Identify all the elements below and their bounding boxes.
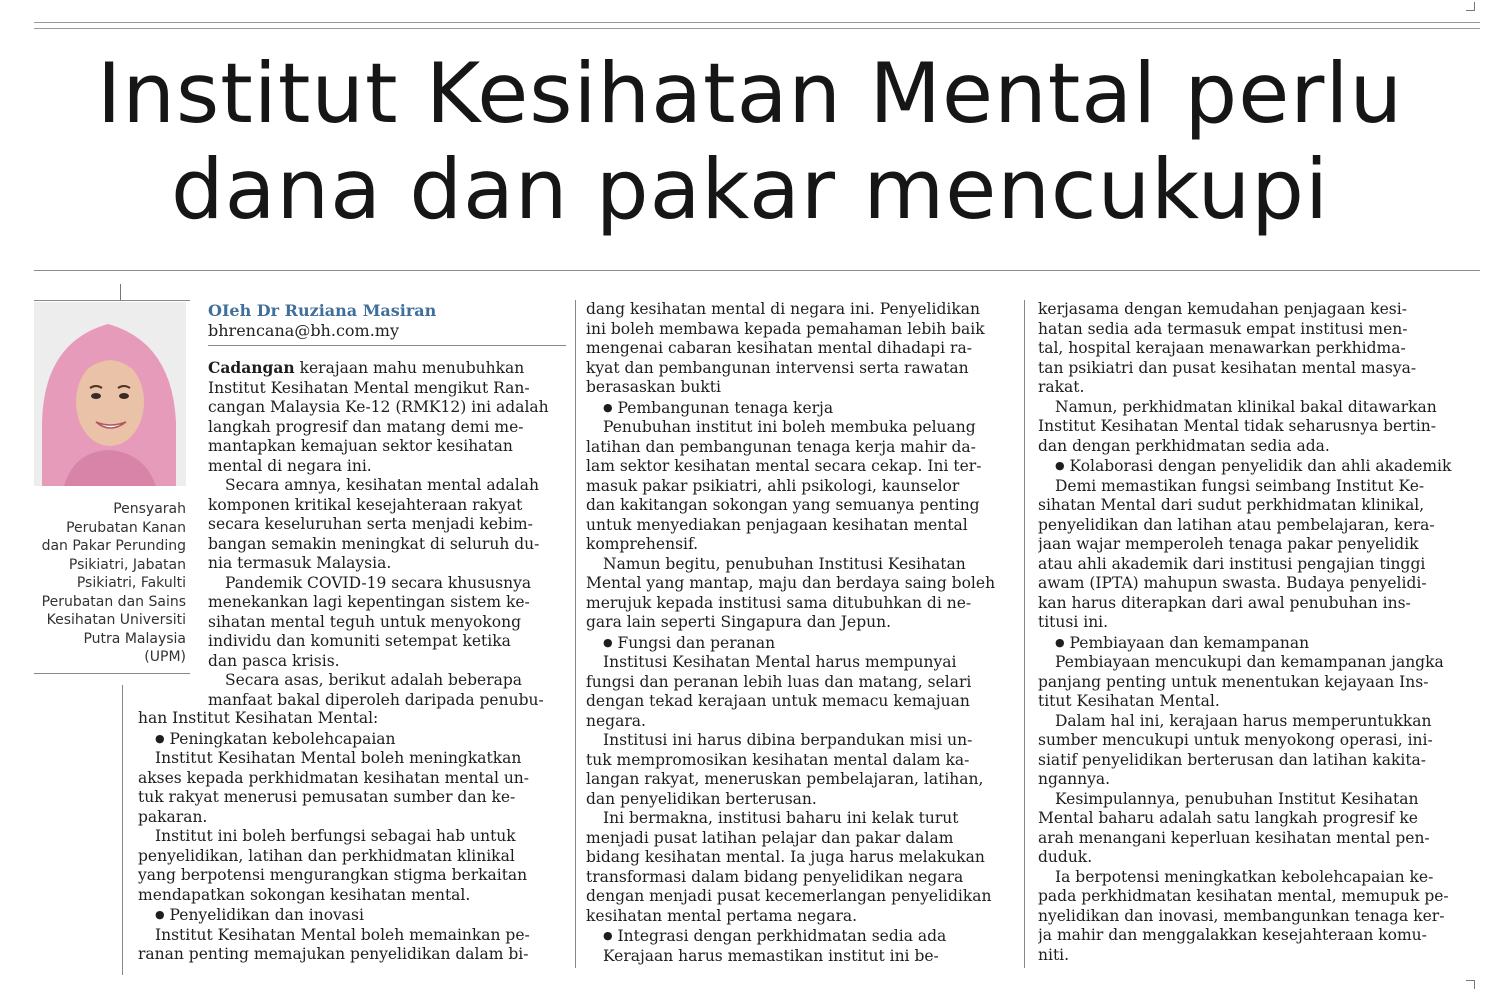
text-line: kyat dan pembangunan intervensi serta rawatan xyxy=(586,358,969,377)
subheading-text: Integrasi dengan perkhidmatan sedia ada xyxy=(617,927,947,945)
text-line: cangan Malaysia Ke-12 (RMK12) ini adalah xyxy=(208,398,549,416)
text-line: sumber mencukupi untuk menyokong operasi, ini- xyxy=(1038,731,1433,749)
headline-line-1: Institut Kesihatan Mental perlu xyxy=(96,45,1404,142)
headline-divider xyxy=(34,270,1480,271)
subheading xyxy=(138,729,570,750)
text-line: dang kesihatan mental di negara ini. Penyelidikan xyxy=(586,300,980,318)
byline-email[interactable]: bhrencana@bh.com.my xyxy=(208,321,400,340)
text-line: jaan wajar memperoleh tenaga pakar penyelidik xyxy=(1038,535,1419,553)
text-line: pada perkhidmatan kesihatan mental, memupuk pe- xyxy=(1038,887,1449,905)
text-line: Institut Kesihatan Mental boleh memainkan pe- xyxy=(155,925,530,944)
text-line: dan dengan perkhidmatan sedia ada. xyxy=(1038,436,1330,455)
text-line: tan psikiatri dan pusat kesihatan mental masya- xyxy=(1038,358,1417,377)
headline-line-2: dana dan pakar mencukupi xyxy=(170,141,1330,238)
text-line: langan rakyat, meneruskan pembelajaran, latihan, xyxy=(586,770,984,788)
bullet-icon: ● xyxy=(603,635,613,649)
text-line: awam (IPTA) mahupun swasta. Budaya penyelidi- xyxy=(1038,574,1427,592)
text-line: Namun, perkhidmatan klinikal bakal ditawarkan xyxy=(1055,397,1437,416)
text-line: untuk menyediakan penjagaan kesihatan mental xyxy=(586,515,968,534)
text-line: Demi memastikan fungsi seimbang Institut Ke- xyxy=(1055,476,1425,495)
text-line: negara. xyxy=(586,711,646,730)
bullet-icon: ● xyxy=(1055,635,1065,649)
subheading xyxy=(1038,456,1478,477)
text-line: kan harus diterapkan dari awal penubuhan ins- xyxy=(1038,593,1411,612)
caption-line: Putra Malaysia xyxy=(83,630,186,647)
text-line: Kerajaan harus memastikan institut ini be- xyxy=(603,946,939,965)
subheading xyxy=(1038,633,1478,654)
text-line: sihatan Mental dari sudut perkhidmatan klinikal, xyxy=(1038,496,1425,514)
bullet-icon: ● xyxy=(603,929,613,942)
text-line: individu dan komuniti setempat ketika xyxy=(208,632,511,650)
headline xyxy=(0,46,1500,238)
text-line: langkah progresif dan matang demi me- xyxy=(208,417,524,436)
text-line: bangan semakin meningkat di seluruh du- xyxy=(208,534,540,553)
text-line: Ini bermakna, institusi baharu ini kelak turut xyxy=(603,809,959,827)
article-column-1b xyxy=(138,709,570,965)
text-line: Kesimpulannya, penubuhan Institut Kesihatan xyxy=(1055,789,1419,808)
text-line: siatif penyelidikan berterusan dan latihan kakita- xyxy=(1038,750,1427,769)
caption-line: dan Pakar Perunding xyxy=(41,538,186,554)
text-line: dan penyelidikan berterusan. xyxy=(586,789,817,808)
text-line: gara lain seperti Singapura dan Jepun. xyxy=(586,613,892,631)
text-line: dan kakitangan sokongan yang semuanya penting xyxy=(586,496,980,514)
text-line: Mental baharu adalah satu langkah progresif ke xyxy=(1038,809,1418,827)
text-line: Pandemik COVID-19 secara khususnya xyxy=(225,573,532,592)
caption-line: Perubatan Kanan xyxy=(66,519,186,536)
text-line: niti. xyxy=(1038,945,1070,964)
subheading-text: Kolaborasi dengan penyelidik dan ahli akademik xyxy=(1069,457,1452,475)
text-line: tuk mempromosikan kesihatan mental dalam ka- xyxy=(586,750,970,769)
byline-author: OIeh Dr Ruziana Masiran xyxy=(208,301,437,320)
caption-line: Perubatan dan Sains xyxy=(41,593,186,610)
bullet-icon: ● xyxy=(1055,459,1065,472)
text-line: Secara asas, berikut adalah beberapa xyxy=(225,671,523,689)
text-line: bidang kesihatan mental. Ia juga harus melakukan xyxy=(586,848,985,866)
text-line: penyelidikan, latihan dan perkhidmatan klinikal xyxy=(138,846,515,865)
text-line: titut Kesihatan Mental. xyxy=(1038,692,1220,710)
text-line: titusi ini. xyxy=(1038,613,1109,631)
text-line: hatan sedia ada termasuk empat institusi men- xyxy=(1038,319,1408,338)
text-line: sihatan mental teguh untuk menyokong xyxy=(208,612,522,631)
caption-line: Psikiatri, Jabatan xyxy=(68,556,186,573)
text-line: rakat. xyxy=(1038,378,1085,396)
text-line: ini boleh membawa kepada pemahaman lebih baik xyxy=(586,319,985,338)
text-line: kerjasama dengan kemudahan penjagaan kesi- xyxy=(1038,300,1407,318)
caption-line: Psikiatri, Fakulti xyxy=(76,575,186,591)
author-photo xyxy=(34,302,186,486)
text-line: komponen kritikal kesejahteraan rakyat xyxy=(208,495,523,514)
subheading xyxy=(586,633,1020,654)
text-line: dan pasca krisis. xyxy=(208,651,340,670)
text-line: dengan menjadi pusat kecemerlangan penyelidikan xyxy=(586,887,992,905)
text-line: Institut ini boleh berfungsi sebagai hab untuk xyxy=(155,827,516,845)
text-line: yang berpotensi mengurangkan stigma berkaitan xyxy=(138,866,528,884)
crop-mark xyxy=(1466,2,1475,11)
text-line: arah menangani keperluan kesihatan mental pen- xyxy=(1038,828,1430,847)
text-line: Institusi ini harus dibina berpandukan misi un- xyxy=(603,731,973,749)
text-line: manfaat bakal diperoleh daripada penubu- xyxy=(208,690,544,709)
text-line: tal, hospital kerajaan menawarkan perkhidma- xyxy=(1038,339,1406,357)
text-line: berasaskan bukti xyxy=(586,378,721,396)
text-line: ja mahir dan menggalakkan kesejahteraan komu- xyxy=(1038,926,1427,944)
text-line: ranan penting memajukan penyelidikan dalam bi- xyxy=(138,945,529,963)
text-line: dengan tekad kerajaan untuk memacu kemajuan xyxy=(586,692,970,710)
article-column-1a xyxy=(208,358,570,710)
text-line: pakaran. xyxy=(138,807,208,826)
text-line: ngannya. xyxy=(1038,770,1111,788)
text-line: menjadi pusat latihan pelajar dan pakar dalam xyxy=(586,828,954,847)
author-box-top-rule xyxy=(34,300,190,301)
text-line: lam sektor kesihatan mental secara cekap. Ini ter- xyxy=(586,457,982,475)
subheading xyxy=(586,926,1020,947)
lead-word: Cadangan xyxy=(208,358,295,377)
author-caption xyxy=(34,500,186,667)
text-line: tuk rakyat menerusi pemusatan sumber dan ke- xyxy=(138,788,516,806)
text-line: kesihatan mental pertama negara. xyxy=(586,906,858,925)
text-line: nia termasuk Malaysia. xyxy=(208,554,392,572)
text-line: penyelidikan dan latihan atau pembelajaran, kera- xyxy=(1038,515,1435,534)
subheading-text: Pembangunan tenaga kerja xyxy=(617,398,834,417)
crop-mark xyxy=(1466,980,1475,989)
subheading-text: Fungsi dan peranan xyxy=(617,633,776,652)
caption-line: (UPM) xyxy=(144,649,186,665)
subheading-text: Pembiayaan dan kemampanan xyxy=(1069,633,1310,652)
top-double-rule xyxy=(34,22,1480,29)
author-portrait xyxy=(34,302,186,486)
text-line: akses kepada perkhidmatan kesihatan mental un- xyxy=(138,768,530,787)
byline xyxy=(208,301,568,341)
text-line: mental di negara ini. xyxy=(208,456,372,475)
text-line: han Institut Kesihatan Mental: xyxy=(138,709,379,727)
text-line xyxy=(208,358,570,379)
text-line: komprehensif. xyxy=(586,535,699,553)
text-line: Mental yang mantap, maju dan berdaya saing boleh xyxy=(586,574,996,592)
subheading xyxy=(586,398,1020,419)
text-line: masuk pakar psikiatri, ahli psikologi, kaunselor xyxy=(586,476,960,495)
text-line: Penubuhan institut ini boleh membuka peluang xyxy=(603,418,976,436)
subheading-text: Penyelidikan dan inovasi xyxy=(169,906,364,924)
column-divider xyxy=(1024,300,1025,968)
author-box-bottom-rule xyxy=(34,673,190,674)
byline-divider xyxy=(208,345,566,346)
article-column-2 xyxy=(586,300,1020,966)
text-line: Secara amnya, kesihatan mental adalah xyxy=(225,476,539,494)
text-line: latihan dan pembangunan tenaga kerja mahir da- xyxy=(586,437,976,456)
text-line: Dalam hal ini, kerajaan harus memperuntukkan xyxy=(1055,711,1432,730)
text-line: panjang penting untuk menentukan kejayaan Ins- xyxy=(1038,672,1429,691)
subheading xyxy=(138,905,570,926)
text-line: menekankan lagi kepentingan sistem ke- xyxy=(208,593,530,611)
bullet-icon: ● xyxy=(155,908,165,921)
text-line: duduk. xyxy=(1038,848,1093,866)
text-line: secara keseluruhan serta menjadi kebim- xyxy=(208,515,533,533)
bullet-icon: ● xyxy=(603,400,613,414)
text-line: nyelidikan dan inovasi, membangunkan tenaga ker- xyxy=(1038,906,1445,925)
text-line: Institut Kesihatan Mental tidak seharusnya bertin- xyxy=(1038,417,1437,435)
text-line: Institusi Kesihatan Mental harus mempunyai xyxy=(603,653,957,671)
text-line: Ia berpotensi meningkatkan kebolehcapaian ke- xyxy=(1055,867,1434,886)
text-line: mengenai cabaran kesihatan mental dihadapi ra- xyxy=(586,339,972,357)
author-box xyxy=(34,300,190,674)
text-line: fungsi dan peranan lebih luas dan matang, selari xyxy=(586,672,972,691)
caption-line: Pensyarah xyxy=(113,501,186,517)
text-line: merujuk kepada institusi sama ditubuhkan di ne- xyxy=(586,593,972,612)
text-line: mendapatkan sokongan kesihatan mental. xyxy=(138,885,471,904)
article-column-3 xyxy=(1038,300,1478,965)
text-line: transformasi dalam bidang penyelidikan negara xyxy=(586,867,964,886)
text-line: mantapkan kemajuan sektor kesihatan xyxy=(208,437,513,455)
text-line: atau ahli akademik dari institusi pengajian tinggi xyxy=(1038,554,1426,573)
text-line: Institut Kesihatan Mental boleh meningkatkan xyxy=(155,749,522,767)
column-divider xyxy=(122,685,123,975)
text-line-part: kerajaan mahu menubuhkan xyxy=(294,359,525,377)
caption-line: Kesihatan Universiti xyxy=(46,612,186,628)
column-divider xyxy=(575,300,576,968)
text-line: Pembiayaan mencukupi dan kemampanan jangka xyxy=(1055,653,1444,671)
bullet-icon: ● xyxy=(155,731,165,745)
subheading-text: Peningkatan kebolehcapaian xyxy=(169,729,396,748)
divider-tick xyxy=(120,284,121,301)
text-line: Namun begitu, penubuhan Institusi Kesihatan xyxy=(603,554,966,573)
text-line: Institut Kesihatan Mental mengikut Ran- xyxy=(208,378,530,397)
